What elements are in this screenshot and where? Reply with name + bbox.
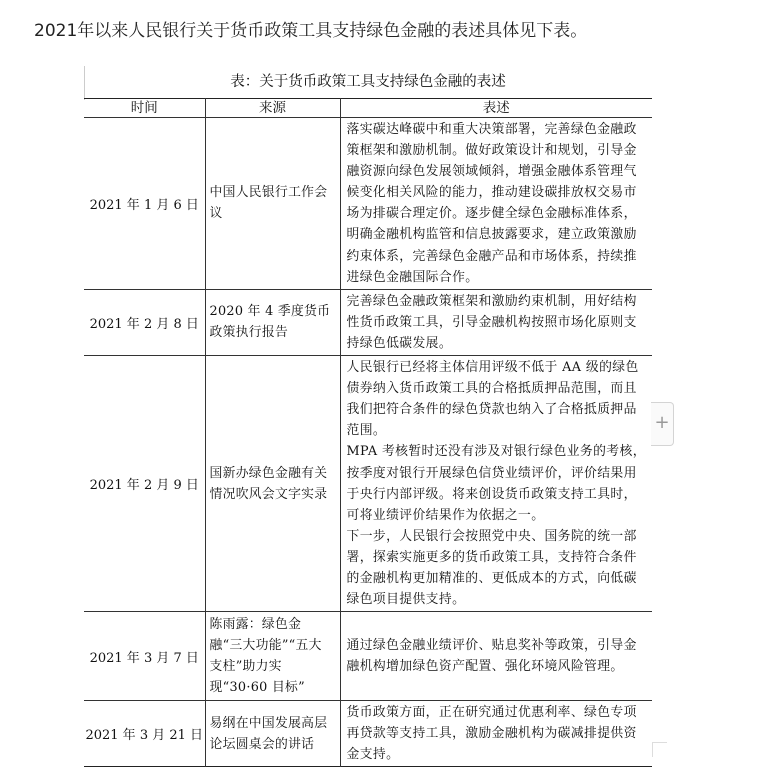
description-paragraph: 下一步，人民银行会按照党中央、国务院的统一部署，探索实施更多的货币政策工具，支持符合条件的金融机构更加精准的、更低成本的方式，向低碳绿色项目提供支持。 — [346, 528, 637, 608]
description-paragraph: 人民银行已经将主体信用评级不低于 AA 级的绿色债券纳入货币政策工具的合格抵质押品范围，而且我们把符合条件的绿色贷款也纳入了合格抵质押品范围。 — [346, 360, 639, 439]
row-date: 2021 年 1 月 6 日 — [84, 118, 205, 290]
policy-table — [84, 98, 652, 767]
description-paragraph: 货币政策方面，正在研究通过优惠利率、绿色专项再贷款等支持工具，激励金融机构为碳减排提供资金支持。 — [346, 705, 637, 763]
description-paragraph: 落实碳达峰碳中和重大决策部署，完善绿色金融政策框架和激励机制。做好政策设计和规划，引导金融资源向绿色发展领域倾斜，增强金融体系管理气候变化相关风险的能力，推动建设碳排放权交易市场为排碳合理定价。逐步健全绿色金融标准体系，明确金融机构监管和信息披露要求，建立政策激励约束体系，完善绿色金融产品和市场体系，持续推进绿色金融国际合作。 — [346, 122, 637, 285]
row-description — [340, 118, 652, 290]
row-date: 2021 年 3 月 7 日 — [84, 612, 205, 701]
description-paragraph: 完善绿色金融政策框架和激励约束机制，用好结构性货币政策工具，引导金融机构按照市场化原则支持绿色低碳发展。 — [346, 293, 637, 351]
row-date: 2021 年 3 月 21 日 — [84, 701, 205, 767]
table-row — [84, 701, 652, 767]
row-source: 国新办绿色金融有关情况吹风会文字实录 — [205, 356, 340, 612]
description-paragraph: 通过绿色金融业绩评价、贴息奖补等政策，引导金融机构增加绿色资产配置、强化环境风险管理。 — [346, 638, 637, 675]
row-description — [340, 701, 652, 767]
plus-icon: + — [654, 412, 670, 433]
row-date: 2021 年 2 月 9 日 — [84, 356, 205, 612]
row-source: 2020 年 4 季度货币政策执行报告 — [205, 289, 340, 355]
row-date: 2021 年 2 月 8 日 — [84, 289, 205, 355]
description-paragraph: MPA 考核暂时还没有涉及对银行绿色业务的考核，按季度对银行开展绿色信贷业绩评价，评价结果用于央行内部评级。将来创设货币政策支持工具时，可将业绩评价结果作为依据之一。 — [346, 444, 646, 523]
table-header-row — [84, 99, 652, 118]
table-image — [84, 66, 652, 763]
expand-plus-button[interactable] — [651, 402, 674, 446]
column-header-source: 来源 — [205, 99, 340, 118]
table-row — [84, 118, 652, 290]
table-row — [84, 612, 652, 701]
column-header-time: 时间 — [84, 99, 205, 118]
column-header-description: 表述 — [340, 99, 652, 118]
table-caption: 表：关于货币政策工具支持绿色金融的表述 — [230, 74, 506, 90]
intro-paragraph: 2021年以来人民银行关于货币政策工具支持绿色金融的表述具体见下表。 — [34, 21, 588, 41]
row-description — [340, 612, 652, 701]
row-description — [340, 289, 652, 355]
resize-handle[interactable] — [652, 742, 667, 757]
row-source: 中国人民银行工作会议 — [205, 118, 340, 290]
table-row — [84, 289, 652, 355]
row-source: 陈雨露：绿色金融“三大功能”“五大支柱”助力实现“30·60 目标” — [205, 612, 340, 701]
row-description — [340, 356, 652, 612]
row-source: 易纲在中国发展高层论坛圆桌会的讲话 — [205, 701, 340, 767]
table-row — [84, 356, 652, 612]
